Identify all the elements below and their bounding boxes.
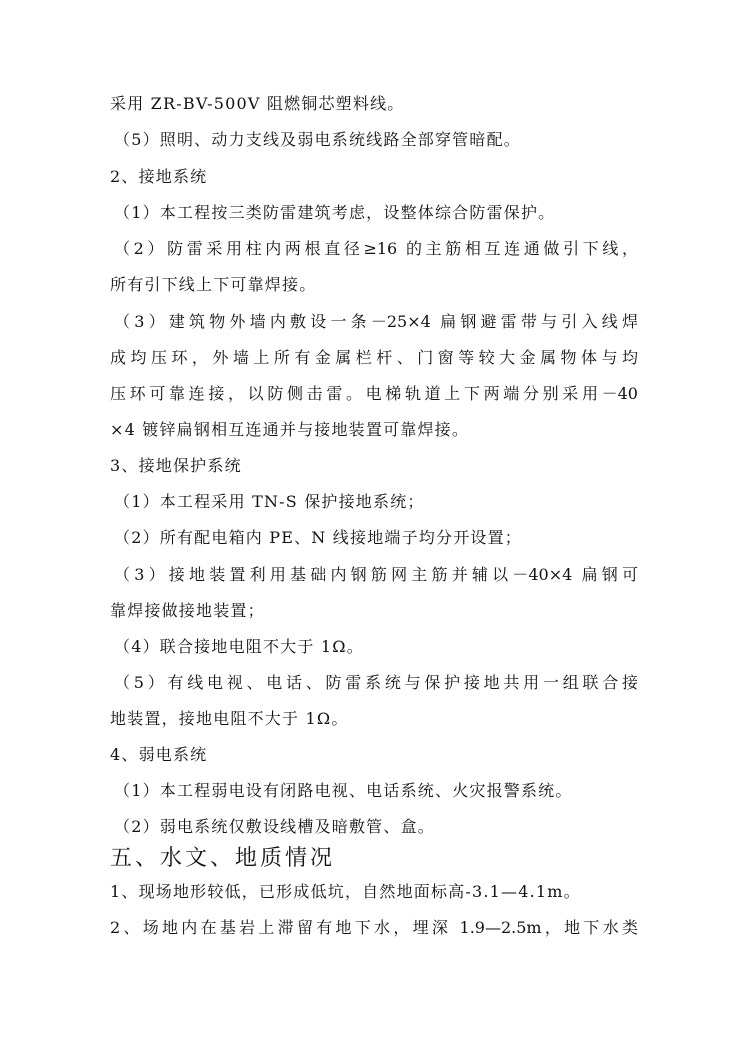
paragraph-line: 靠焊接做接地装置； bbox=[110, 601, 265, 620]
list-item: （5）照明、动力支线及弱电系统线路全部穿管暗配。 bbox=[114, 130, 521, 149]
list-item: （5）有线电视、电话、防雷系统与保护接地共用一组联合接 bbox=[114, 673, 638, 692]
list-item: （1）本工程弱电设有闭路电视、电话系统、火灾报警系统。 bbox=[114, 781, 573, 800]
paragraph-line: ×4 镀锌扁钢相互连通并与接地装置可靠焊接。 bbox=[110, 420, 470, 439]
paragraph-line: 所有引下线上下可靠焊接。 bbox=[110, 275, 317, 294]
paragraph-line: 成均压环，外墙上所有金属栏杆、门窗等较大金属物体与均 bbox=[110, 348, 638, 367]
paragraph-line: 压环可靠连接，以防侧击雷。电梯轨道上下两端分别采用－40 bbox=[110, 384, 638, 403]
list-item: （2）防雷采用柱内两根直径≥16 的主筋相互连通做引下线， bbox=[114, 239, 638, 258]
section-heading: 3、接地保护系统 bbox=[110, 456, 242, 475]
list-item: （2）弱电系统仅敷设线槽及暗敷管、盒。 bbox=[114, 817, 435, 836]
paragraph-line: 地装置，接地电阻不大于 1Ω。 bbox=[110, 709, 349, 728]
list-item: （3）建筑物外墙内敷设一条－25×4 扁钢避雷带与引入线焊 bbox=[114, 312, 638, 331]
section-heading: 2、接地系统 bbox=[110, 167, 208, 186]
section-heading: 4、弱电系统 bbox=[110, 745, 208, 764]
list-item: （1）本工程按三类防雷建筑考虑，设整体综合防雷保护。 bbox=[114, 203, 556, 222]
paragraph-line: 1、现场地形较低，已形成低坑，自然地面标高-3.1—4.1m。 bbox=[110, 882, 581, 901]
list-item: （4）联合接地电阻不大于 1Ω。 bbox=[114, 637, 364, 656]
list-item: （1）本工程采用 TN-S 保护接地系统； bbox=[114, 492, 425, 511]
chapter-heading: 五、水文、地质情况 bbox=[110, 846, 336, 871]
list-item: （3）接地装置利用基础内钢筋网主筋并辅以－40×4 扁钢可 bbox=[114, 565, 638, 584]
list-item: （2）所有配电箱内 PE、N 线接地端子均分开设置； bbox=[114, 528, 522, 547]
paragraph-line: 2、场地内在基岩上滞留有地下水，埋深 1.9—2.5m，地下水类 bbox=[110, 918, 638, 937]
paragraph-line: 采用 ZR-BV-500V 阻燃铜芯塑料线。 bbox=[110, 94, 405, 113]
